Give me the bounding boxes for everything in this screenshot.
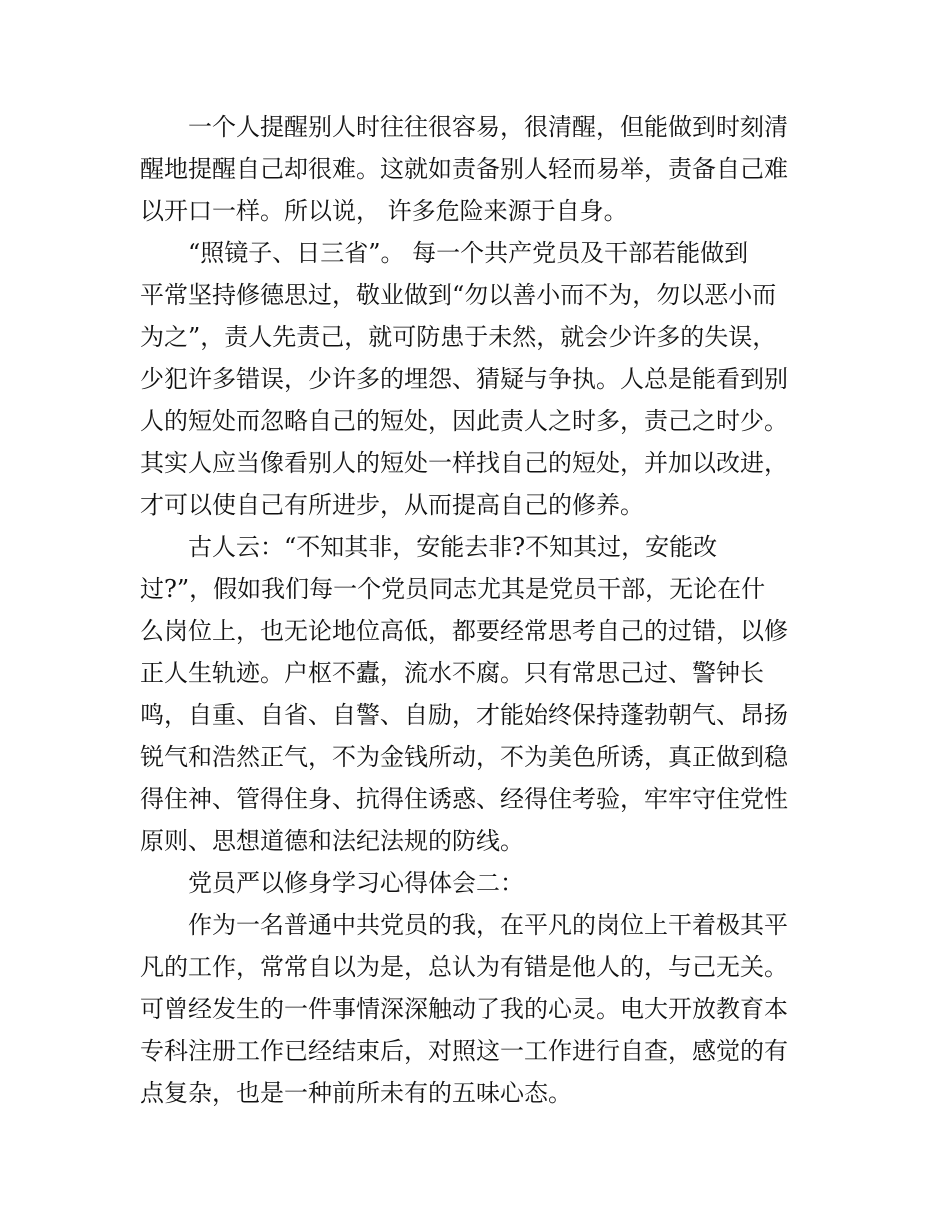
document-body <box>140 106 820 1114</box>
text-line: 一个人提醒别人时往往很容易，很清醒，但能做到时刻清 <box>188 113 788 141</box>
text-line: 原则、思想道德和法纪法规的防线。 <box>140 827 524 855</box>
text-line: 可曾经发生的一件事情深深触动了我的心灵。电大开放教育本 <box>140 995 788 1023</box>
text-line: 党员严以修身学习心得体会二： <box>188 869 524 897</box>
text-line: 正人生轨迹。户枢不蠹，流水不腐。只有常思己过、警钟长 <box>140 659 764 687</box>
text-line: 为之”，责人先责己，就可防患于未然，就会少许多的失误， <box>140 323 777 351</box>
text-line: 其实人应当像看别人的短处一样找自己的短处，并加以改进， <box>140 449 788 477</box>
text-line: 专科注册工作已经结束后，对照这一工作进行自查，感觉的有 <box>140 1037 788 1065</box>
text-line: 锐气和浩然正气，不为金钱所动，不为美色所诱，真正做到稳 <box>140 743 788 771</box>
text-line: 人的短处而忽略自己的短处，因此责人之时多，责己之时少。 <box>140 407 788 435</box>
paragraph-2 <box>140 232 820 526</box>
text-line: 过?”，假如我们每一个党员同志尤其是党员干部，无论在什 <box>140 575 766 603</box>
text-line: 少犯许多错误，少许多的埋怨、猜疑与争执。人总是能看到别 <box>140 365 788 393</box>
text-line: 作为一名普通中共党员的我，在平凡的岗位上干着极其平 <box>188 911 788 939</box>
text-line: 平常坚持修德思过，敬业做到“勿以善小而不为，勿以恶小而 <box>140 281 777 309</box>
text-line: 得住神、管得住身、抗得住诱惑、经得住考验，牢牢守住党性 <box>140 785 788 813</box>
text-line: 才可以使自己有所进步，从而提高自己的修养。 <box>140 491 644 519</box>
text-line: 鸣，自重、自省、自警、自励，才能始终保持蓬勃朝气、昂扬 <box>140 701 788 729</box>
text-line: 点复杂，也是一种前所未有的五味心态。 <box>140 1079 572 1107</box>
text-line: 么岗位上，也无论地位高低，都要经常思考自己的过错，以修 <box>140 617 788 645</box>
text-line: 醒地提醒自己却很难。这就如责备别人轻而易举，责备自己难 <box>140 155 788 183</box>
paragraph-3 <box>140 526 820 862</box>
paragraph-1 <box>140 106 820 232</box>
text-line: 以开口一样。所以说， 许多危险来源于自身。 <box>140 197 628 225</box>
section-heading <box>140 862 820 904</box>
paragraph-4 <box>140 904 820 1114</box>
text-line: “照镜子、日三省”。 每一个共产党员及干部若能做到 <box>188 239 749 267</box>
text-line: 凡的工作，常常自以为是，总认为有错是他人的，与己无关。 <box>140 953 788 981</box>
text-line: 古人云：“不知其非，安能去非?不知其过，安能改 <box>188 533 718 561</box>
